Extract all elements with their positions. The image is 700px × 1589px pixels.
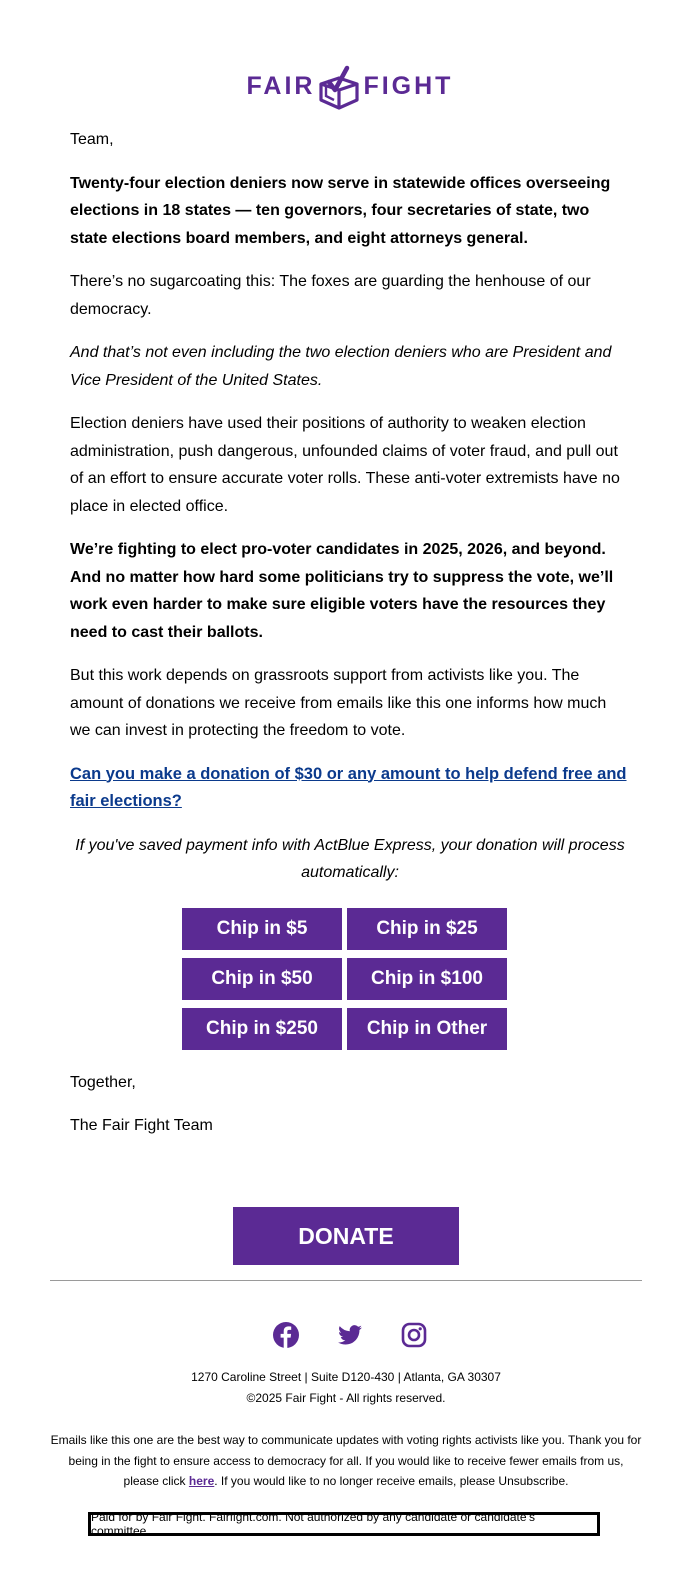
sugarcoating-paragraph: There’s no sugarcoating this: The foxes are guarding the henhouse of our democracy. [70,273,591,318]
chip-in-50-button[interactable]: Chip in $50 [182,958,342,1000]
notice-text: Emails like this one are the best way to communicate updates with voting rights activists like you. Thank you for being in the fight to ensure access to democracy for all. If you would like to receive fewer emails from us, please click [50,1433,642,1488]
fighting-paragraph: We’re fighting to elect pro-voter candidates in 2025, 2026, and beyond. And no matter how hard some politicians try to suppress the vote, we’ll work even harder to make sure eligible voters have the resources they need to cast their ballots. [70,541,614,641]
chip-in-25-button[interactable]: Chip in $25 [347,908,507,950]
greeting: Team, [70,131,114,148]
chip-in-grid [182,908,508,1050]
paid-for-disclaimer: Paid for by Fair Fight. Fairfight.com. Not authorized by any candidate or candidate’s committee. [88,1512,600,1536]
instagram-icon[interactable] [401,1322,427,1348]
donate-button[interactable]: DONATE [233,1207,459,1265]
facebook-icon[interactable] [273,1322,299,1348]
logo-word-fight: FIGHT [363,71,454,100]
intro-paragraph: Twenty-four election deniers now serve in statewide offices overseeing elections in 18 states — ten governors, four secretaries of state, two state elections board members, and eight attorneys general. [70,174,611,247]
email-preferences-notice [50,1430,642,1492]
closing: Together, [70,1074,136,1091]
grassroots-paragraph: But this work depends on grassroots support from activists like you. The amount of donations we receive from emails like this one informs how much we can invest in protecting the freedom to vote. [70,667,607,739]
notice-text-end: . If you would like to no longer receive emails, please Unsubscribe. [214,1474,569,1488]
ballot-box-icon [317,62,361,110]
footer-divider [50,1280,642,1281]
footer-address-block [50,1367,642,1408]
signoff [70,1072,213,1158]
email-body [70,126,630,903]
actblue-express-note: If you've saved payment info with ActBlue Express, your donation will process automatically: [75,836,625,881]
logo-word-fair: FAIR [246,71,316,100]
fewer-emails-link[interactable]: here [188,1474,215,1488]
brand-logo[interactable] [0,60,700,112]
chip-in-5-button[interactable]: Chip in $5 [182,908,342,950]
twitter-icon[interactable] [337,1322,363,1348]
mailing-address: 1270 Caroline Street | Suite D120-430 | Atlanta, GA 30307 [191,1370,501,1384]
chip-in-100-button[interactable]: Chip in $100 [347,958,507,1000]
copyright: ©2025 Fair Fight - All rights reserved. [246,1390,446,1405]
social-links [0,1322,700,1348]
president-paragraph: And that’s not even including the two election deniers who are President and Vice President of the United States. [70,344,612,389]
chip-in-other-button[interactable]: Chip in Other [347,1008,507,1050]
team-signature: The Fair Fight Team [70,1117,213,1134]
authority-paragraph: Election deniers have used their positions of authority to weaken election administration, push dangerous, unfounded claims of voter fraud, and pull out of an effort to ensure accurate voter rolls. These anti-voter extremists have no place in elected office. [70,415,620,515]
chip-in-250-button[interactable]: Chip in $250 [182,1008,342,1050]
donation-ask-link[interactable]: Can you make a donation of $30 or any amount to help defend free and fair elections? [70,764,627,810]
